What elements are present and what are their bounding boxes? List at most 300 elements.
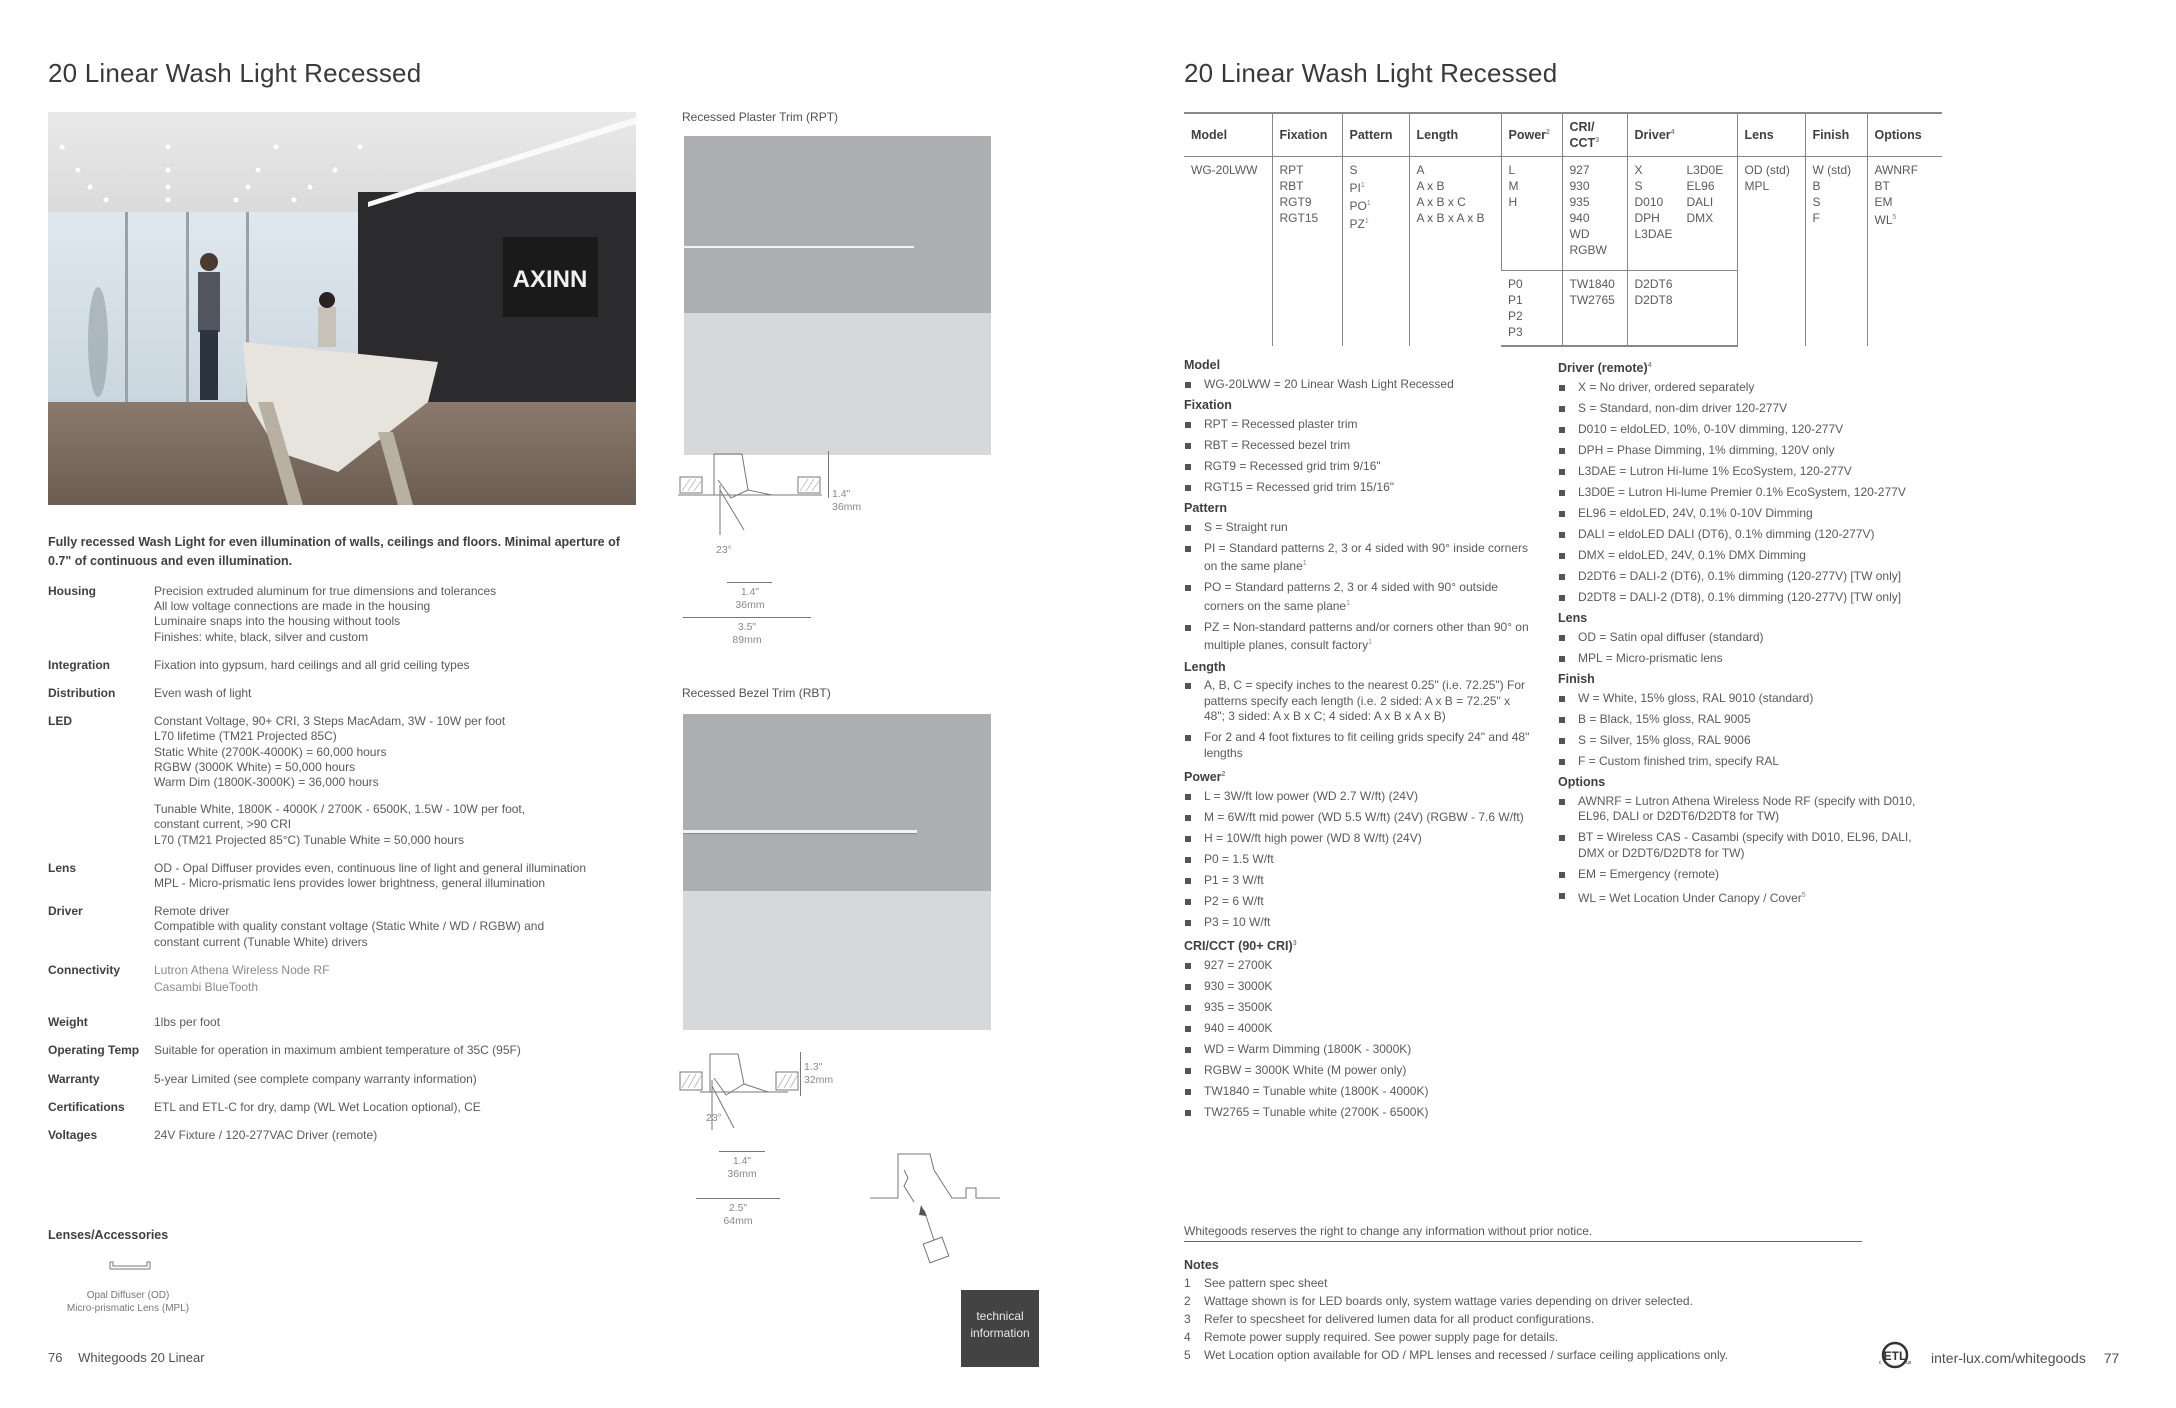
cell-lens	[1737, 157, 1805, 347]
cell-power-code: M	[1508, 179, 1519, 194]
spec-value-line: Remote driver	[154, 904, 230, 919]
note-number: 4	[1184, 1330, 1191, 1344]
list-item	[1558, 401, 1928, 417]
section-heading-text: Power	[1184, 770, 1222, 785]
bullet-list	[1184, 377, 1534, 393]
bullet-list	[1558, 380, 1928, 606]
spec-value	[154, 714, 525, 848]
spec-row	[48, 963, 648, 995]
section-heading	[1184, 398, 1534, 414]
list-item	[1558, 867, 1928, 883]
rbt-width-line	[696, 1198, 780, 1199]
section-heading-text: Length	[1184, 659, 1226, 674]
lens-caption-od: Opal Diffuser (OD)	[86, 1290, 170, 1301]
cell-power-code: H	[1508, 195, 1518, 210]
list-item	[1184, 958, 1534, 974]
note-item	[1184, 1346, 1728, 1364]
cell-driver	[1627, 157, 1737, 271]
cell-driver-code: EL96	[1686, 179, 1715, 194]
spec-value	[154, 904, 544, 950]
reception-photo-illustration	[48, 112, 636, 505]
rpt-aperture-line	[727, 582, 772, 583]
spec-value-line: Finishes: white, black, silver and custom	[154, 629, 369, 644]
list-item	[1558, 630, 1928, 646]
spec-value-line: L70 (TM21 Projected 85°C) Tunable White = 50,000 hours	[154, 832, 464, 847]
cell-driver-code: X	[1634, 163, 1643, 178]
list-item-text: RGT15 = Recessed grid trim 15/16"	[1204, 479, 1395, 494]
list-item-text: S = Standard, non-dim driver 120-277V	[1578, 400, 1788, 415]
spec-value-line: constant current, >90 CRI	[154, 817, 292, 832]
cell-driver-code: S	[1634, 179, 1643, 194]
etl-logo-c: c	[1879, 1360, 1882, 1366]
rbt-height-line	[800, 1052, 801, 1096]
list-item	[1184, 1000, 1534, 1016]
list-item	[1184, 480, 1534, 496]
th-model: Model	[1184, 113, 1272, 157]
list-item	[1184, 520, 1534, 536]
spec-value-line: Warm Dim (1800K-3000K) = 36,000 hours	[154, 775, 379, 790]
list-item	[1558, 485, 1928, 501]
cell-driver-tw-code: D2DT6	[1634, 277, 1673, 292]
rbt-angle: 23°	[706, 1112, 722, 1124]
cell-cri-tw-code: TW1840	[1569, 277, 1615, 292]
technical-information-tab[interactable]	[961, 1290, 1039, 1367]
list-item-text: S = Straight run	[1204, 519, 1288, 534]
list-item	[1558, 527, 1928, 543]
th-driver	[1627, 113, 1737, 157]
cell-options-code	[1875, 162, 1936, 178]
section-heading	[1184, 936, 1534, 955]
cell-length-code: A x B	[1416, 179, 1445, 194]
spec-value-line: 5-year Limited (see complete company warranty information)	[154, 1071, 477, 1086]
spec-value-line: Constant Voltage, 90+ CRI, 3 Steps MacAdam, 3W - 10W per foot	[154, 714, 506, 729]
note-text: Remote power supply required. See power supply page for details.	[1204, 1330, 1559, 1344]
list-item	[1558, 794, 1928, 825]
spec-value-line: OD - Opal Diffuser provides even, continuous line of light and general illumination	[154, 860, 587, 875]
cell-options-code	[1875, 194, 1936, 210]
spec-row	[48, 904, 648, 950]
cell-cri-tw-code: TW2765	[1569, 293, 1615, 308]
cell-options-code	[1875, 178, 1936, 194]
section-heading-text: Finish	[1558, 672, 1595, 687]
list-item	[1558, 590, 1928, 606]
list-item	[1184, 620, 1534, 654]
installation-drawing	[868, 1150, 1003, 1265]
section-heading	[1184, 767, 1534, 786]
spec-label: Lens	[48, 860, 77, 875]
note-item	[1184, 1274, 1728, 1292]
footnote-ref: 1	[1346, 599, 1350, 607]
list-item	[1184, 873, 1534, 889]
list-item-text: EM = Emergency (remote)	[1578, 866, 1720, 881]
note-number: 3	[1184, 1312, 1191, 1326]
lens-caption	[48, 1289, 208, 1315]
section-heading-text: Lens	[1558, 611, 1588, 626]
rpt-aperture-mm: 36mm	[735, 599, 765, 611]
left-footer-text: Whitegoods 20 Linear	[78, 1350, 205, 1365]
cell-cri-code: 930	[1569, 179, 1590, 194]
cell-options	[1867, 157, 1942, 347]
rpt-width-dim	[722, 621, 772, 647]
list-item-text: WL = Wet Location Under Canopy / Cover	[1578, 890, 1802, 905]
section-heading	[1184, 501, 1534, 517]
list-item-text: DMX = eldoLED, 24V, 0.1% DMX Dimming	[1578, 547, 1806, 562]
list-item	[1184, 979, 1534, 995]
th-cct-label: CCT	[1569, 136, 1596, 151]
list-item-text: L = 3W/ft low power (WD 2.7 W/ft) (24V)	[1204, 788, 1418, 803]
spec-value	[154, 963, 329, 995]
bullet-list	[1558, 794, 1928, 907]
cell-driver-code: L3DAE	[1634, 227, 1673, 242]
list-item	[1558, 422, 1928, 438]
footnote-ref: 1	[1366, 200, 1371, 208]
section-heading-text: Fixation	[1184, 398, 1232, 412]
list-item-text: WG-20LWW = 20 Linear Wash Light Recessed	[1204, 376, 1454, 391]
rpt-aperture-in: 1.4"	[740, 586, 760, 598]
cell-length-code: A x B x C	[1416, 195, 1466, 210]
cell-options-code-text: AWNRF	[1874, 163, 1919, 178]
section-heading	[1184, 358, 1534, 374]
note-number: 2	[1184, 1294, 1191, 1308]
cell-finish-code: S	[1812, 195, 1821, 210]
th-finish: Finish	[1805, 113, 1867, 157]
axinn-sign: AXINN	[512, 266, 588, 293]
rbt-aperture-dim	[717, 1155, 767, 1181]
list-item	[1558, 712, 1928, 728]
spec-value-line: L70 lifetime (TM21 Projected 85C)	[154, 729, 337, 744]
list-item-text: S = Silver, 15% gloss, RAL 9006	[1578, 732, 1751, 747]
rbt-aperture-mm: 36mm	[727, 1168, 757, 1180]
spec-row	[48, 1100, 648, 1115]
list-item	[1558, 506, 1928, 522]
rpt-height-line	[828, 451, 829, 498]
list-item-text: A, B, C = specify inches to the nearest 0.25" (i.e. 72.25") For patterns specify each length (i.e. 2 sided: A x B = 72.25" x 48"; 3 sided: A x B x C; 4 sided: A x B x A x B)	[1204, 678, 1526, 723]
spec-row	[48, 658, 648, 673]
list-item-text: OD = Satin opal diffuser (standard)	[1578, 629, 1764, 644]
list-item-text: RPT = Recessed plaster trim	[1204, 416, 1358, 431]
list-item-text: MPL = Micro-prismatic lens	[1578, 650, 1723, 665]
cell-driver-code: DALI	[1686, 195, 1714, 210]
list-item-text: 940 = 4000K	[1204, 1020, 1273, 1035]
spec-value-line: ETL and ETL-C for dry, damp (WL Wet Location optional), CE	[154, 1099, 481, 1114]
spec-value-line: 1lbs per foot	[154, 1015, 221, 1030]
product-intro: Fully recessed Wash Light for even illumination of walls, ceilings and floors. Minimal aperture of 0.7" of continuous and even illumination.	[48, 535, 620, 568]
spec-value	[154, 1100, 481, 1115]
rpt-width-line	[683, 617, 811, 618]
cell-driver-code: L3D0E	[1686, 163, 1724, 178]
rpt-height-dim	[832, 488, 861, 514]
spec-value-line: Even wash of light	[154, 686, 252, 701]
list-item	[1184, 852, 1534, 868]
list-item	[1558, 464, 1928, 480]
bullet-list	[1184, 789, 1534, 931]
list-item	[1184, 894, 1534, 910]
list-item-text: X = No driver, ordered separately	[1578, 379, 1755, 394]
spec-value-line: Static White (2700K-4000K) = 60,000 hours	[154, 744, 387, 759]
th-length: Length	[1409, 113, 1501, 157]
list-item-text: RBT = Recessed bezel trim	[1204, 437, 1351, 452]
cell-power-tw-code: P2	[1508, 309, 1523, 324]
lens-caption-mpl: Micro-prismatic Lens (MPL)	[66, 1303, 190, 1314]
list-item-text: PZ = Non-standard patterns and/or corners other than 90° on multiple planes, consult factory	[1204, 619, 1529, 652]
rbt-section-drawing	[676, 1050, 806, 1135]
bullet-list	[1558, 630, 1928, 667]
list-item-text: D2DT8 = DALI-2 (DT8), 0.1% dimming (120-277V) [TW only]	[1578, 589, 1902, 604]
list-item	[1184, 377, 1534, 393]
code-descriptions-left	[1184, 352, 1534, 1126]
disclaimer: Whitegoods reserves the right to change any information without prior notice.	[1184, 1224, 1862, 1242]
cell-cri	[1562, 157, 1627, 271]
spec-label: Certifications	[48, 1099, 125, 1114]
list-item	[1558, 733, 1928, 749]
list-item-text: TW1840 = Tunable white (1800K - 4000K)	[1204, 1083, 1429, 1098]
table-header-row	[1184, 113, 1942, 157]
cell-finish-code: W (std)	[1812, 163, 1852, 178]
list-item-text: 930 = 3000K	[1204, 978, 1273, 993]
left-page-number: 76	[48, 1350, 63, 1365]
cell-options-code-text: BT	[1874, 179, 1890, 194]
cell-power-tw-code: P1	[1508, 293, 1523, 308]
spec-value	[154, 1043, 521, 1058]
spec-value-line: 24V Fixture / 120-277VAC Driver (remote)	[154, 1128, 378, 1143]
list-item	[1184, 417, 1534, 433]
rpt-width-mm: 89mm	[732, 634, 762, 646]
list-item	[1558, 569, 1928, 585]
spec-label: Warranty	[48, 1071, 100, 1086]
th-options: Options	[1867, 113, 1942, 157]
footer-url[interactable]: inter-lux.com/whitegoods	[1931, 1350, 2086, 1366]
spec-value-line: Suitable for operation in maximum ambient temperature of 35C (95F)	[154, 1043, 521, 1058]
spec-label: Integration	[48, 657, 110, 672]
list-item	[1558, 888, 1928, 907]
rpt-render	[684, 136, 991, 455]
rpt-angle: 23°	[716, 544, 732, 556]
list-item-text: P3 = 10 W/ft	[1204, 914, 1271, 929]
spec-value	[154, 1072, 477, 1087]
list-item	[1184, 541, 1534, 575]
rpt-section-drawing	[676, 450, 826, 540]
list-item	[1184, 1042, 1534, 1058]
list-item	[1184, 789, 1534, 805]
spec-value-line: RGBW (3000K White) = 50,000 hours	[154, 759, 356, 774]
cell-fixation-code: RBT	[1279, 179, 1304, 194]
left-footer	[48, 1350, 205, 1365]
spec-value	[154, 1015, 220, 1030]
cell-fixation-code: RGT15	[1279, 211, 1319, 226]
th-power-label: Power	[1508, 128, 1547, 143]
driver-subcolumn	[1635, 162, 1687, 242]
code-descriptions-right	[1558, 352, 1928, 912]
spec-label: Weight	[48, 1015, 88, 1030]
spec-value-line: Luminaire snaps into the housing without tools	[154, 614, 401, 629]
spec-value-line: constant current (Tunable White) drivers	[154, 934, 368, 949]
footnote-ref: 4	[1647, 362, 1652, 369]
list-item-text: M = 6W/ft mid power (WD 5.5 W/ft) (24V) (RGBW - 7.6 W/ft)	[1204, 809, 1524, 824]
rpt-height-mm: 36mm	[832, 501, 862, 513]
list-item	[1558, 754, 1928, 770]
cell-finish-code: F	[1812, 211, 1820, 226]
list-item-text: PI = Standard patterns 2, 3 or 4 sided with 90° inside corners on the same plane	[1204, 540, 1528, 573]
list-item	[1184, 438, 1534, 454]
section-heading-text: Pattern	[1184, 501, 1228, 515]
rbt-caption: Recessed Bezel Trim (RBT)	[682, 686, 831, 700]
th-lens: Lens	[1737, 113, 1805, 157]
bullet-list	[1184, 678, 1534, 761]
notes-heading: Notes	[1184, 1258, 1219, 1272]
footnote-ref: 1	[1360, 182, 1365, 190]
lenses-heading: Lenses/Accessories	[48, 1228, 169, 1242]
list-item	[1184, 1021, 1534, 1037]
cell-lens-code: OD (std)	[1744, 163, 1790, 178]
spec-value-line: MPL - Micro-prismatic lens provides lower brightness, general illumination	[154, 876, 546, 891]
th-power-sup: 2	[1546, 128, 1550, 136]
cell-finish	[1805, 157, 1867, 347]
cell-options-code-text: WL	[1874, 213, 1893, 228]
list-item-text: L3D0E = Lutron Hi-lume Premier 0.1% EcoSystem, 120-277V	[1578, 484, 1906, 499]
list-item-text: P0 = 1.5 W/ft	[1204, 851, 1274, 866]
section-heading-text: Model	[1184, 358, 1221, 372]
list-item-text: TW2765 = Tunable white (2700K - 6500K)	[1204, 1104, 1429, 1119]
list-item	[1558, 830, 1928, 861]
cell-power-tw	[1501, 271, 1562, 347]
spec-row	[48, 1072, 648, 1087]
th-cri-label: CRI/	[1569, 120, 1595, 134]
cell-cri-code: 927	[1569, 163, 1590, 178]
spec-value	[154, 861, 586, 891]
cell-power	[1501, 157, 1562, 271]
cell-driver-code: DPH	[1634, 211, 1660, 226]
interior-photo	[48, 112, 636, 505]
spec-row	[48, 714, 648, 848]
etl-listed-logo	[1877, 1340, 1913, 1372]
spec-value	[154, 584, 496, 645]
spec-value	[154, 658, 470, 673]
cell-power-code: L	[1508, 163, 1516, 178]
list-item	[1184, 810, 1534, 826]
right-page-number: 77	[2103, 1350, 2120, 1366]
note-text: Wattage shown is for LED boards only, system wattage varies depending on driver selected.	[1204, 1294, 1693, 1308]
rbt-height-in: 1.3"	[804, 1061, 823, 1073]
driver-subcolumn	[1687, 162, 1724, 242]
list-item-text: H = 10W/ft high power (WD 8 W/ft) (24V)	[1204, 830, 1422, 845]
cell-cri-code: WD	[1569, 227, 1590, 242]
list-item	[1184, 459, 1534, 475]
bullet-list	[1184, 958, 1534, 1121]
list-item	[1184, 730, 1534, 761]
note-text: Wet Location option available for OD / MPL lenses and recessed / surface ceiling applications only.	[1204, 1348, 1729, 1362]
note-text: See pattern spec sheet	[1204, 1276, 1328, 1290]
list-item-text: BT = Wireless CAS - Casambi (specify with D010, EL96, DALI, DMX or D2DT6/D2DT8 for TW)	[1578, 830, 1912, 860]
spec-value-line: Tunable White, 1800K - 4000K / 2700K - 6500K, 1.5W - 10W per foot,	[154, 802, 526, 817]
list-item	[1558, 380, 1928, 396]
spec-row	[48, 584, 648, 645]
section-heading	[1558, 358, 1928, 377]
list-item	[1184, 831, 1534, 847]
cell-cri-code: 940	[1569, 211, 1590, 226]
list-item-text: DPH = Phase Dimming, 1% dimming, 120V only	[1578, 442, 1835, 457]
spec-value-line: Precision extruded aluminum for true dimensions and tolerances	[154, 584, 497, 598]
spec-value-line: Fixation into gypsum, hard ceilings and all grid ceiling types	[154, 657, 470, 672]
list-item-text: RGT9 = Recessed grid trim 9/16"	[1204, 458, 1381, 473]
spec-label: Voltages	[48, 1128, 98, 1143]
rbt-height-mm: 32mm	[804, 1074, 834, 1086]
tech-box-line1: technical	[976, 1309, 1024, 1323]
spec-value	[154, 686, 251, 701]
footnote-ref: 1	[1364, 218, 1369, 226]
cell-pattern-code	[1350, 178, 1402, 196]
cell-options-code	[1875, 210, 1936, 228]
note-item	[1184, 1328, 1728, 1346]
section-heading	[1558, 611, 1928, 627]
th-fixation: Fixation	[1272, 113, 1342, 157]
list-item-text: 935 = 3500K	[1204, 999, 1273, 1014]
right-footer	[1931, 1350, 2119, 1366]
cell-pattern-code-text: PZ	[1349, 217, 1365, 232]
spec-value-line: Casambi BlueTooth	[154, 980, 259, 995]
spec-row	[48, 1015, 648, 1030]
list-item	[1184, 580, 1534, 614]
left-page-title: 20 Linear Wash Light Recessed	[48, 58, 422, 88]
cell-power-tw-code: P0	[1508, 277, 1523, 292]
right-page-title: 20 Linear Wash Light Recessed	[1184, 58, 1558, 88]
th-driver-label: Driver	[1634, 128, 1671, 143]
list-item-text: L3DAE = Lutron Hi-lume 1% EcoSystem, 120-277V	[1578, 463, 1852, 478]
cell-fixation-code: RPT	[1279, 163, 1304, 178]
bullet-list	[1184, 520, 1534, 654]
list-item	[1184, 1105, 1534, 1121]
etl-logo-text: ETL	[1883, 1349, 1907, 1363]
list-item	[1184, 678, 1534, 725]
rbt-aperture-line	[719, 1151, 765, 1152]
cell-pattern-code-text: PI	[1349, 181, 1361, 196]
cell-pattern	[1342, 157, 1409, 347]
th-cct-sup: 3	[1595, 137, 1600, 144]
footnote-ref: 5	[1892, 214, 1897, 222]
spec-row	[48, 861, 648, 891]
footnote-ref: 5	[1801, 891, 1806, 899]
rbt-render	[683, 714, 991, 1030]
list-item	[1558, 443, 1928, 459]
cell-cri-tw	[1562, 271, 1627, 347]
list-item-text: F = Custom finished trim, specify RAL	[1578, 753, 1780, 768]
list-item-text: EL96 = eldoLED, 24V, 0.1% 0-10V Dimming	[1578, 505, 1813, 520]
note-item	[1184, 1292, 1728, 1310]
cell-lens-code: MPL	[1744, 179, 1770, 194]
list-item-text: PO = Standard patterns 2, 3 or 4 sided with 90° outside corners on the same plane	[1204, 580, 1498, 613]
cell-fixation	[1272, 157, 1342, 347]
cell-driver-code: DMX	[1686, 211, 1714, 226]
list-item-text: B = Black, 15% gloss, RAL 9005	[1578, 711, 1751, 726]
cell-driver-code: D010	[1634, 195, 1664, 210]
spec-value-line: All low voltage connections are made in the housing	[154, 599, 431, 614]
cell-options-code-text: EM	[1874, 195, 1893, 210]
list-item	[1184, 1084, 1534, 1100]
spec-value-line: Lutron Athena Wireless Node RF	[154, 962, 330, 977]
notes-section	[1184, 1256, 1728, 1364]
spec-value	[154, 1128, 377, 1143]
th-driver-sup: 4	[1670, 128, 1675, 136]
cell-pattern-code-text: PO	[1349, 199, 1367, 214]
list-item-text: W = White, 15% gloss, RAL 9010 (standard)	[1578, 690, 1814, 705]
note-text: Refer to specsheet for delivered lumen data for all product configurations.	[1204, 1312, 1595, 1326]
th-cri-cct	[1562, 113, 1627, 157]
rbt-height-dim	[804, 1061, 833, 1087]
list-item	[1184, 1063, 1534, 1079]
spec-row	[48, 1043, 648, 1058]
section-heading-text: CRI/CCT (90+ CRI)	[1184, 939, 1293, 954]
list-item-text: P2 = 6 W/ft	[1204, 893, 1264, 908]
cell-finish-code: B	[1812, 179, 1821, 194]
